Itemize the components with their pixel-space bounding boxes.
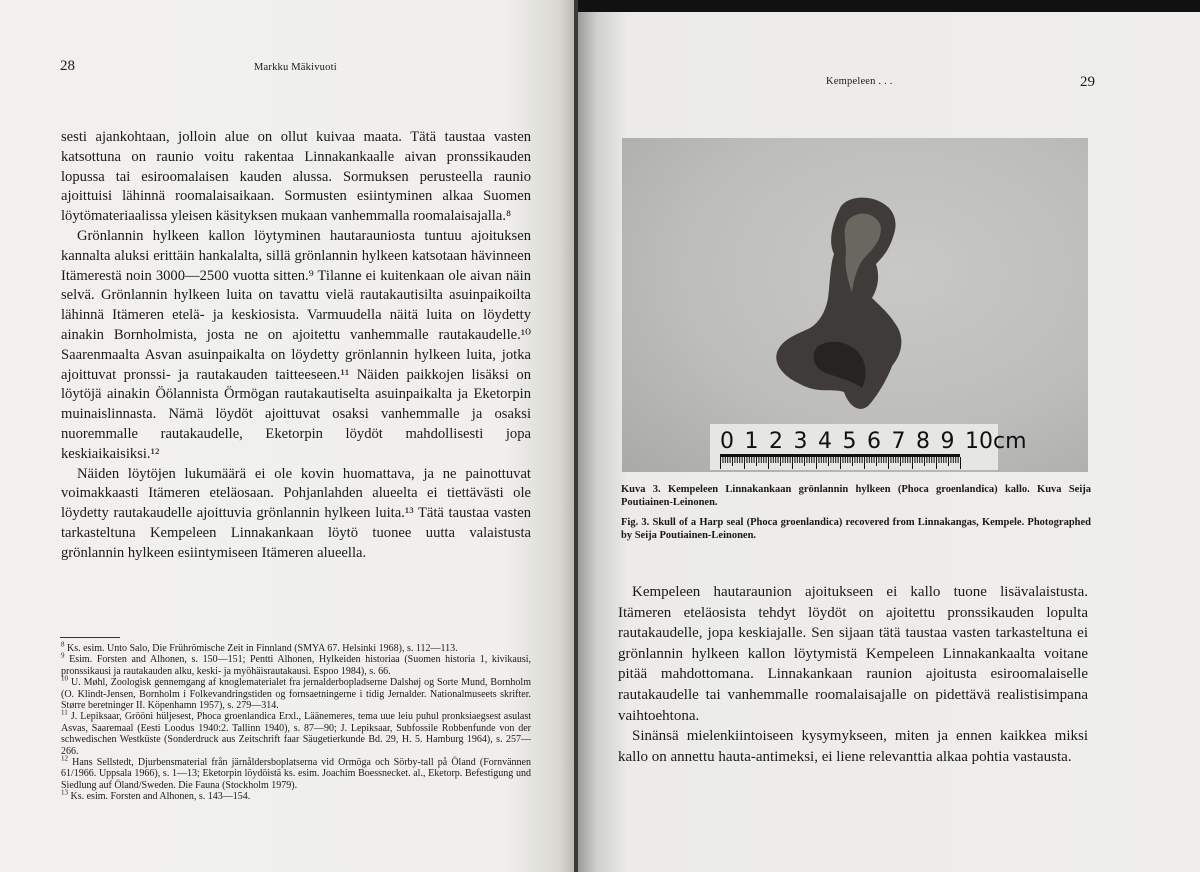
scale-tick (840, 457, 841, 469)
scale-tick (727, 457, 728, 463)
left-page (0, 0, 576, 872)
scale-tick (946, 457, 947, 463)
scale-tick (910, 457, 911, 463)
scale-tick (766, 457, 767, 463)
scale-tick (960, 457, 961, 469)
scale-tick (739, 457, 740, 463)
scale-tick (905, 457, 906, 463)
scale-tick (943, 457, 944, 463)
scale-tick (821, 457, 822, 463)
scale-tick (754, 457, 755, 463)
scale-tick (746, 457, 747, 463)
scale-tick (804, 457, 805, 466)
scale-tick (749, 457, 750, 463)
running-head-right: Kempeleen . . . (826, 76, 893, 87)
scale-tick (818, 457, 819, 463)
scale-tick (775, 457, 776, 463)
scale-tick (756, 457, 757, 466)
scale-tick (871, 457, 872, 463)
scale-digit: 9 (940, 429, 955, 454)
scale-tick (898, 457, 899, 463)
footnote-10: $^{10}$ U. Møhl, Zoologisk gennemgang af knoglematerialet fra jernalderbopladserne Dalshøj og Sorte Mund, Bornholm (O. Klindt-Jensen, Bornholm i Folkevandringstiden og fornsaetningerne i tidig Jernalder. Nationalmuseets skrifter. Større beretninger II. Köpenhamn 1957), s. 279—314. (61, 674, 531, 712)
scale-tick (888, 457, 889, 469)
running-head-left: Markku Mäkivuoti (254, 62, 337, 73)
scale-digit: 0 (720, 429, 734, 454)
scale-tick (751, 457, 752, 463)
scale-tick (924, 457, 925, 466)
scale-tick (780, 457, 781, 466)
scale-tick (797, 457, 798, 463)
scale-tick (890, 457, 891, 463)
scale-tick (737, 457, 738, 463)
scale-tick (790, 457, 791, 463)
scale-tick (794, 457, 795, 463)
scale-tick (926, 457, 927, 463)
footnote-11: $^{11}$ J. Lepiksaar, Grööni hüljesest, Phoca groenlandica Erxl., Läänemeres, tema uue leiu puhul pronksiaegsest asulast Asvas, Saaremaal (Eesti Loodus 1940:2. Tallinn 1940), s. 87—90; J. Lepiksaar, Subfossile Robbenfunde von der schwedischen Westküste (Sonderdruck aus Zeitschrift faar Säugetierkunde Bd. 29, H. 5. Hamburg 1964), s. 257—266. (61, 709, 532, 757)
scale-tick (854, 457, 855, 463)
scale-tick (782, 457, 783, 463)
scale-tick (902, 457, 903, 463)
scale-tick (785, 457, 786, 463)
scale-tick (886, 457, 887, 463)
scale-tick (792, 457, 793, 469)
scale-tick (852, 457, 853, 466)
scale-tick (862, 457, 863, 463)
scale-tick (919, 457, 920, 463)
scale-tick (907, 457, 908, 463)
scale-tick (955, 457, 956, 463)
scale-tick (934, 457, 935, 463)
scale-tick (742, 457, 743, 463)
scale-digit: 5 (842, 429, 857, 454)
scale-tick (806, 457, 807, 463)
scale-tick (859, 457, 860, 463)
caption-finnish: Kuva 3. Kempeleen Linnakankaan grönlannin hylkeen (Phoca groenlandica) kallo. Kuva Seija Poutiainen-Leinonen. (621, 484, 1091, 508)
scale-digit: 2 (769, 429, 783, 454)
seal-skull-photo (622, 138, 1088, 472)
scale-tick (929, 457, 930, 463)
scale-tick (802, 457, 803, 463)
scale-tick (953, 457, 954, 463)
scale-tick (787, 457, 788, 463)
right-paragraph-2: Sinänsä mielenkiintoiseen kysymykseen, miten ja ennen kaikkea miksi kallo on annettu hauta-antimeksi, ei liene relevanttia alkaa pohtia vastausta. (618, 728, 1088, 765)
scale-tick (847, 457, 848, 463)
scale-tick (958, 457, 959, 463)
scale-tick (948, 457, 949, 466)
scale-digit: 4 (818, 429, 832, 454)
right-paragraph-1: Kempeleen hautaraunion ajoitukseen ei kallo tuone lisävalaistusta. Itämeren eteläosista tehdyt löydöt on ajoitettu pronssikauden lopulta rautakaudelle, jopa keskiajalle. Sen sijaan tätä taustaa vasten tarkasteltuna ei grönlannin hylkeen kallon löytymistä Kempeleen Linnakankaalta voitane pitää mahdottomana. Linnakankaan raunion ajoitusta esiroomalaiselle rautakaudelle tai vanhemmalle roomalaisajalle on pidettävä realistisimpana vaihtoehtona. (618, 584, 1088, 724)
scale-tick (770, 457, 771, 463)
scale-tick (950, 457, 951, 463)
scale-digit: 8 (916, 429, 930, 454)
scale-tick (828, 457, 829, 466)
footnote-rule (60, 637, 120, 638)
scale-tick (823, 457, 824, 463)
scale-tick (850, 457, 851, 463)
scale-tick (744, 457, 745, 469)
paragraph-3: Näiden löytöjen lukumäärä ei ole kovin huomattava, ja ne painottuvat voimakkaasti Itämeren eteläosaan. Pohjanlahden alueelta ei tiettävästi ole löydetty rautakaudelle ajoittuvia grönlannin hylkeen luita.¹³ Tätä taustaa vasten tarkasteltuna Kempeleen Linnakankaan löytö tuonee uutta valaistusta grönlannin hylkeen esiintymiseen Itämeren alueella. (61, 465, 531, 561)
photo-illustration (622, 138, 1088, 472)
page-number-right: 29 (1080, 74, 1095, 90)
scale-tick (814, 457, 815, 463)
caption-english: Fig. 3. Skull of a Harp seal (Phoca groenlandica) recovered from Linnakangas, Kempele. Photographed by Seija Poutiainen-Leinonen. (621, 517, 1091, 541)
scale-tick (869, 457, 870, 463)
scale-tick (830, 457, 831, 463)
scale-tick (778, 457, 779, 463)
figure-captions (621, 484, 1091, 550)
scale-tick (866, 457, 867, 463)
scale-tick (835, 457, 836, 463)
footnote-12: $^{12}$ Hans Sellstedt, Djurbensmaterial från järnåldersboplatserna vid Ormöga och Sörby-tall på Öland (Fornvännen 61/1966. Uppsala 1966), s. 1—13; Eketorpin löydöistä ks. esim. Joachim Boessnecket. al., Eketorp. Befestigung und Siedlung auf Öland/Sweden. Die Fauna (Stockholm 1979). (61, 754, 531, 791)
scale-tick (763, 457, 764, 463)
scale-tick (809, 457, 810, 463)
paragraph-2: Grönlannin hylkeen kallon löytyminen hautarauniosta tuntuu ajoituksen kannalta aluksi erittäin hankalalta, sillä grönlannin hylkeen katsotaan hävinneen Itämerestä noin 3000—2500 vuotta sitten.⁹ Tilanne ei kuitenkaan ole aivan näin selvä. Grönlannin hylkeen luita on tavattu vielä rautakautisilta asuinpaikoilta lähinnä Itämeren etelä- ja keskiosista. Varmuudella näitä luita on löydetty ainakin Bornholmista, josta ne on ajoitettu vanhemmalle rautakaudelle.¹⁰ Saarenmaalta Asvan asuinpaikalta on löydetty grönlannin hylkeen luita, jotka ajoittuvat pronssi- ja rautakauden taitteeseen.¹¹ Näiden paikkojen lisäksi on löytöjä ainakin Öölannista Örmögan rautakautiselta asuinpaikalta ja Eketorpin muinaislinnasta. Nämä löydöt ajoittuvat osaksi vanhemmalle ja osaksi nuoremmalle rautakaudelle, Eketorpin löydöt mahdollisesti jopa keskiaikaisiksi.¹² (61, 227, 531, 462)
scale-tick (826, 457, 827, 463)
scale-tick (893, 457, 894, 463)
scale-digit: 3 (793, 429, 808, 454)
scale-tick (838, 457, 839, 463)
scale-tick (845, 457, 846, 463)
footnote-8: $^8$ Ks. esim. Unto Salo, Die Frührömische Zeit in Finnland (SMYA 67. Helsinki 1968), s. 112—113. (61, 640, 458, 654)
scale-tick (900, 457, 901, 466)
scale-tick (799, 457, 800, 463)
footnote-13: $^{13}$ Ks. esim. Forsten and Alhonen, s. 143—154. (61, 788, 251, 803)
scale-tick (878, 457, 879, 463)
scale-tick (857, 457, 858, 463)
scale-tick (941, 457, 942, 463)
page-number-left: 28 (60, 58, 75, 74)
scale-tick (938, 457, 939, 463)
footnotes (61, 640, 532, 803)
scale-tick (720, 457, 721, 469)
scale-tick (936, 457, 937, 469)
scale-tick (917, 457, 918, 463)
page-top-shadow (578, 0, 1200, 12)
scale-digit: 10cm (965, 429, 1027, 454)
scale-tick (922, 457, 923, 463)
scale-tick (811, 457, 812, 463)
scale-digit: 7 (891, 429, 906, 454)
scale-tick (734, 457, 735, 463)
right-body-text (618, 582, 1088, 767)
scale-tick (842, 457, 843, 463)
scale-digit: 6 (867, 429, 881, 454)
scale-tick (773, 457, 774, 463)
scale-tick (874, 457, 875, 463)
scale-tick (725, 457, 726, 463)
footnote-9: $^9$ Esim. Forsten and Alhonen, s. 150—151; Pentti Alhonen, Hylkeiden historiaa (Suomen historia 1, kivikausi, pronssikausi ja rautakauden alku, keski- ja myöhäisrautakausi. Espoo 1984), s. 66. (61, 652, 531, 677)
scale-tick (758, 457, 759, 463)
scale-tick (914, 457, 915, 463)
scale-tick (876, 457, 877, 466)
scale-tick (895, 457, 896, 463)
scale-tick (833, 457, 834, 463)
scale-digit: 1 (744, 429, 759, 454)
scale-tick (722, 457, 723, 463)
paragraph-1: sesti ajankohtaan, jolloin alue on ollut kuivaa maata. Tätä taustaa vasten katsottuna on raunio voitu rakentaa Linnakankaalle aivan pronssikauden lopussa tai esiroomalaisen kauden alussa. Sormuksen perusteella raunio ajoittuisi lähinnä roomalaisaikaan. Sormusten esiintyminen alkaa Suomen löytömateriaalissa yleisen käsityksen mukaan vanhemmalla roomalaisajalla.⁸ (61, 129, 531, 225)
scale-tick (761, 457, 762, 463)
scale-tick (883, 457, 884, 463)
scale-tick (912, 457, 913, 469)
scale-tick (816, 457, 817, 469)
scale-tick (881, 457, 882, 463)
scale-tick (768, 457, 769, 469)
left-body-text (61, 128, 531, 564)
scale-tick (730, 457, 731, 463)
scale-tick (864, 457, 865, 469)
scale-baseline (720, 454, 960, 457)
scale-tick (732, 457, 733, 466)
scale-tick (931, 457, 932, 463)
